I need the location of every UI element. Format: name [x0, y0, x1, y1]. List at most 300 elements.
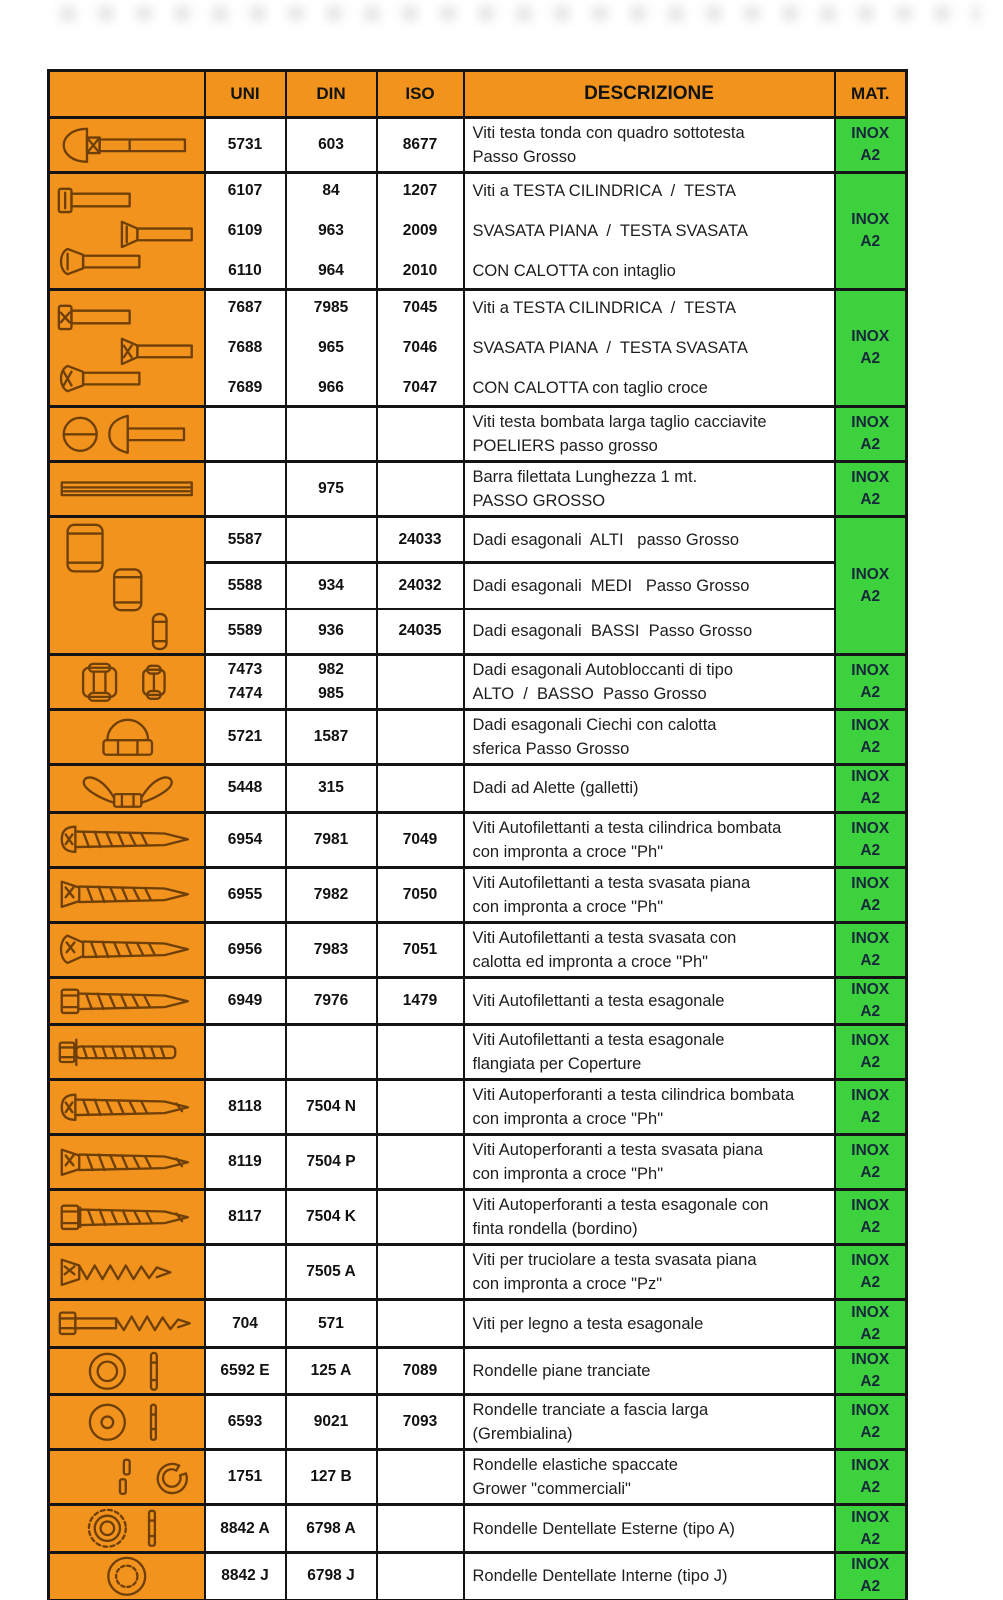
- iso-cell: [377, 765, 464, 813]
- material-column-header: MAT.: [835, 71, 907, 118]
- description-cell: [464, 867, 835, 922]
- uni-value: 7688: [227, 339, 263, 356]
- material-line: A2: [860, 1219, 881, 1237]
- description-cell: [464, 407, 835, 462]
- material-cell: [835, 1505, 907, 1553]
- iso-cell: 8677: [377, 118, 464, 173]
- uni-cell: [205, 1025, 286, 1080]
- raised-head-tapping-screw-icon: [49, 922, 205, 977]
- table-row: [49, 407, 907, 462]
- description-line: Rondelle tranciate a fascia larga: [472, 1401, 709, 1420]
- description-cell: [464, 462, 835, 517]
- chipboard-screw-icon: [49, 1245, 205, 1300]
- description-cell: [464, 655, 835, 710]
- material-line: INOX: [851, 1303, 890, 1321]
- din-cell: 7504 P: [286, 1135, 377, 1190]
- material-cell: [835, 812, 907, 867]
- uni-cell: 8842 J: [205, 1553, 286, 1600]
- description-cell: [464, 1300, 835, 1348]
- description-line: Viti a TESTA CILINDRICA / TESTA: [472, 299, 736, 317]
- iso-cell: [377, 407, 464, 462]
- header-row: [49, 71, 907, 118]
- material-line: A2: [860, 1479, 881, 1497]
- uni-value: 7689: [227, 379, 263, 396]
- description-line: flangiata per Coperture: [472, 1055, 642, 1074]
- description-line: CON CALOTTA con taglio croce: [472, 379, 708, 397]
- material-line: INOX: [851, 414, 890, 431]
- table-row: [49, 867, 907, 922]
- uni-cell: 8119: [205, 1135, 286, 1190]
- description-line: Dadi esagonali ALTI passo Grosso: [472, 530, 740, 549]
- material-line: A2: [860, 350, 881, 367]
- din-value: 963: [318, 222, 344, 239]
- din-value: 982: [318, 661, 344, 678]
- din-cell: 7504 N: [286, 1080, 377, 1135]
- material-line: A2: [860, 1530, 881, 1548]
- iso-value: 2010: [402, 262, 438, 279]
- material-line: A2: [860, 233, 881, 250]
- uni-cell: [205, 290, 286, 407]
- description-cell: [464, 1080, 835, 1135]
- material-line: A2: [860, 1424, 881, 1442]
- description-line: Viti per legno a testa esagonale: [472, 1314, 704, 1333]
- iso-cell: 7049: [377, 812, 464, 867]
- iso-cell: [377, 655, 464, 710]
- description-cell: [464, 1553, 835, 1600]
- material-line: A2: [860, 1325, 881, 1343]
- uni-cell: 5588: [205, 563, 286, 609]
- uni-cell: 6592 E: [205, 1347, 286, 1395]
- description-line: Viti per truciolare a testa svasata piana: [472, 1251, 757, 1270]
- material-line: INOX: [851, 1351, 890, 1369]
- material-cell: [835, 1245, 907, 1300]
- iso-cell: [377, 1080, 464, 1135]
- din-cell: 315: [286, 765, 377, 813]
- description-cell: [464, 1505, 835, 1553]
- description-line: Viti Autoperforanti a testa cilindrica bombata: [472, 1086, 795, 1105]
- iso-cell: [377, 173, 464, 290]
- din-cell: 125 A: [286, 1347, 377, 1395]
- table-row: [49, 462, 907, 517]
- uni-cell: 5721: [205, 710, 286, 765]
- material-cell: [835, 1300, 907, 1348]
- material-line: INOX: [851, 565, 890, 583]
- material-line: A2: [860, 951, 881, 969]
- uni-cell: 6955: [205, 867, 286, 922]
- scan-artifact: [60, 6, 980, 21]
- din-value: 84: [322, 182, 340, 199]
- flat-washer-icon: [49, 1347, 205, 1395]
- description-line: calotta ed impronta a croce "Ph": [472, 952, 709, 971]
- hex-nuts-icon: [49, 517, 205, 655]
- description-line: finta rondella (bordino): [472, 1220, 638, 1239]
- din-cell: [286, 655, 377, 710]
- description-line: PASSO GROSSO: [472, 492, 606, 510]
- material-line: INOX: [851, 1457, 890, 1475]
- slotted-screws-icon: [49, 173, 205, 290]
- table-row: [49, 1190, 907, 1245]
- description-cell: [464, 977, 835, 1025]
- description-cell: [464, 517, 835, 563]
- description-line: con impronta a croce "Pz": [472, 1275, 663, 1294]
- description-cell: [464, 812, 835, 867]
- uni-cell: 5448: [205, 765, 286, 813]
- description-cell: [464, 1347, 835, 1395]
- material-line: INOX: [851, 768, 890, 786]
- iso-cell: [377, 1300, 464, 1348]
- description-cell: [464, 563, 835, 609]
- material-line: INOX: [851, 1087, 890, 1105]
- iso-cell: [377, 1190, 464, 1245]
- din-cell: 6798 A: [286, 1505, 377, 1553]
- material-cell: [835, 1553, 907, 1600]
- material-cell: [835, 462, 907, 517]
- material-cell: [835, 407, 907, 462]
- iso-value: 7046: [402, 339, 438, 356]
- uni-cell: 704: [205, 1300, 286, 1348]
- material-line: A2: [860, 684, 881, 701]
- spring-washer-icon: [49, 1450, 205, 1505]
- material-cell: [835, 1080, 907, 1135]
- uni-cell: [205, 462, 286, 517]
- description-cell: [464, 765, 835, 813]
- uni-cell: 5589: [205, 609, 286, 655]
- uni-cell: 6593: [205, 1395, 286, 1450]
- cap-nut-icon: [49, 710, 205, 765]
- external-tooth-washer-icon: [49, 1505, 205, 1553]
- wing-nut-icon: [49, 765, 205, 813]
- din-cell: [286, 1025, 377, 1080]
- iso-cell: [377, 1135, 464, 1190]
- material-line: A2: [860, 1274, 881, 1292]
- uni-cell: 6949: [205, 977, 286, 1025]
- description-cell: [464, 290, 835, 407]
- material-line: A2: [860, 436, 881, 453]
- material-cell: [835, 1190, 907, 1245]
- pan-head-tapping-screw-icon: [49, 812, 205, 867]
- description-column-header: DESCRIZIONE: [464, 71, 835, 118]
- din-cell: 7983: [286, 922, 377, 977]
- material-cell: [835, 1450, 907, 1505]
- material-cell: [835, 1135, 907, 1190]
- material-cell: [835, 517, 907, 655]
- description-line: Viti Autoperforanti a testa esagonale con: [472, 1196, 769, 1215]
- description-line: Rondelle piane tranciate: [472, 1362, 651, 1381]
- carriage-bolt-icon: [49, 118, 205, 173]
- material-line: A2: [860, 1373, 881, 1391]
- din-value: 985: [318, 685, 344, 702]
- iso-cell: 24033: [377, 517, 464, 563]
- din-value: 966: [318, 379, 344, 396]
- description-line: con impronta a croce "Ph": [472, 1165, 664, 1184]
- material-line: INOX: [851, 1032, 890, 1050]
- iso-cell: [377, 1025, 464, 1080]
- din-cell: 6798 J: [286, 1553, 377, 1600]
- material-line: INOX: [851, 1252, 890, 1270]
- description-cell: [464, 710, 835, 765]
- material-line: INOX: [851, 211, 890, 228]
- iso-cell: [377, 1450, 464, 1505]
- material-cell: [835, 710, 907, 765]
- mushroom-head-screw-icon: [49, 407, 205, 462]
- pan-head-drilling-screw-icon: [49, 1080, 205, 1135]
- description-line: Viti testa bombata larga taglio cacciavite: [472, 413, 767, 431]
- table-row: [49, 1025, 907, 1080]
- din-cell: 571: [286, 1300, 377, 1348]
- material-line: A2: [860, 1164, 881, 1182]
- material-line: INOX: [851, 1556, 890, 1574]
- uni-cell: 8118: [205, 1080, 286, 1135]
- table-row: [49, 1450, 907, 1505]
- iso-cell: [377, 462, 464, 517]
- iso-cell: 7089: [377, 1347, 464, 1395]
- iso-cell: 7051: [377, 922, 464, 977]
- material-line: A2: [860, 587, 881, 605]
- material-line: A2: [860, 1054, 881, 1072]
- uni-cell: 5731: [205, 118, 286, 173]
- material-line: INOX: [851, 980, 890, 998]
- uni-cell: 6956: [205, 922, 286, 977]
- iso-cell: [377, 290, 464, 407]
- description-line: Viti Autofilettanti a testa esagonale: [472, 991, 725, 1010]
- description-line: CON CALOTTA con intaglio: [472, 262, 676, 280]
- iso-cell: [377, 1553, 464, 1600]
- table-row: [49, 655, 907, 710]
- description-line: Dadi esagonali MEDI Passo Grosso: [472, 576, 750, 595]
- description-line: Grower "commerciali": [472, 1480, 631, 1499]
- din-cell: 975: [286, 462, 377, 517]
- table-row: [49, 765, 907, 813]
- description-line: con impronta a croce "Ph": [472, 1110, 664, 1129]
- uni-cell: [205, 173, 286, 290]
- material-cell: [835, 1395, 907, 1450]
- din-value: 964: [318, 262, 344, 279]
- material-line: INOX: [851, 328, 890, 345]
- description-line: Viti a TESTA CILINDRICA / TESTA: [472, 182, 736, 200]
- hex-head-drilling-screw-icon: [49, 1190, 205, 1245]
- table-row: [49, 290, 907, 407]
- iso-cell: 24032: [377, 563, 464, 609]
- din-cell: [286, 290, 377, 407]
- table-row: [49, 118, 907, 173]
- fastener-table: [47, 69, 908, 1600]
- fender-washer-icon: [49, 1395, 205, 1450]
- iso-cell: [377, 710, 464, 765]
- description-line: (Grembialina): [472, 1425, 573, 1444]
- din-column-header: DIN: [286, 71, 377, 118]
- description-line: Passo Grosso: [472, 148, 577, 166]
- table-row: [49, 1347, 907, 1395]
- material-line: INOX: [851, 1197, 890, 1215]
- material-line: INOX: [851, 1508, 890, 1526]
- material-line: INOX: [851, 874, 890, 892]
- material-line: A2: [860, 491, 881, 508]
- table-row: [49, 517, 907, 563]
- table-row: [49, 977, 907, 1025]
- din-cell: 7982: [286, 867, 377, 922]
- material-line: INOX: [851, 1402, 890, 1420]
- uni-cell: [205, 1245, 286, 1300]
- uni-cell: 6954: [205, 812, 286, 867]
- description-line: ALTO / BASSO Passo Grosso: [472, 685, 707, 703]
- iso-cell: 1479: [377, 977, 464, 1025]
- uni-cell: [205, 407, 286, 462]
- din-cell: [286, 407, 377, 462]
- description-line: Dadi esagonali Autobloccanti di tipo: [472, 661, 734, 679]
- description-line: Viti Autofilettanti a testa svasata con: [472, 928, 737, 947]
- description-line: Rondelle Dentellate Esterne (tipo A): [472, 1519, 735, 1538]
- countersunk-drilling-screw-icon: [49, 1135, 205, 1190]
- table-row: [49, 1395, 907, 1450]
- iso-value: 2009: [402, 222, 438, 239]
- table-row: [49, 710, 907, 765]
- material-line: A2: [860, 896, 881, 914]
- table-row: [49, 922, 907, 977]
- description-line: Dadi ad Alette (galletti): [472, 779, 639, 798]
- din-cell: 7504 K: [286, 1190, 377, 1245]
- din-cell: 1587: [286, 710, 377, 765]
- material-line: A2: [860, 1002, 881, 1020]
- description-cell: [464, 1450, 835, 1505]
- din-cell: 934: [286, 563, 377, 609]
- material-cell: [835, 655, 907, 710]
- lock-nuts-icon: [49, 655, 205, 710]
- image-column-header: [49, 71, 205, 118]
- uni-cell: [205, 655, 286, 710]
- description-cell: [464, 609, 835, 655]
- table-row: [49, 1135, 907, 1190]
- material-line: INOX: [851, 819, 890, 837]
- table-row: [49, 1080, 907, 1135]
- description-line: Viti Autofilettanti a testa svasata piana: [472, 873, 751, 892]
- uni-column-header: UNI: [205, 71, 286, 118]
- material-cell: [835, 977, 907, 1025]
- description-line: Dadi esagonali BASSI Passo Grosso: [472, 622, 753, 641]
- material-line: INOX: [851, 717, 890, 734]
- uni-value: 6109: [227, 222, 263, 239]
- iso-cell: 24035: [377, 609, 464, 655]
- table-row: [49, 1505, 907, 1553]
- din-cell: 7981: [286, 812, 377, 867]
- iso-cell: 7050: [377, 867, 464, 922]
- material-cell: [835, 765, 907, 813]
- description-line: Dadi esagonali Ciechi con calotta: [472, 716, 717, 734]
- din-cell: 127 B: [286, 1450, 377, 1505]
- table-row: [49, 173, 907, 290]
- material-cell: [835, 867, 907, 922]
- iso-cell: [377, 1505, 464, 1553]
- phillips-screws-icon: [49, 290, 205, 407]
- table-row: [49, 1245, 907, 1300]
- description-cell: [464, 1025, 835, 1080]
- iso-cell: [377, 1245, 464, 1300]
- uni-cell: 5587: [205, 517, 286, 563]
- material-line: INOX: [851, 125, 890, 142]
- material-line: A2: [860, 147, 881, 164]
- description-cell: [464, 1395, 835, 1450]
- description-line: Viti testa tonda con quadro sottotesta: [472, 124, 745, 142]
- material-line: INOX: [851, 662, 890, 679]
- din-cell: [286, 517, 377, 563]
- material-line: A2: [860, 739, 881, 756]
- description-cell: [464, 173, 835, 290]
- lag-screw-icon: [49, 1300, 205, 1348]
- din-cell: 7505 A: [286, 1245, 377, 1300]
- description-line: Rondelle elastiche spaccate: [472, 1456, 678, 1475]
- uni-value: 7474: [227, 685, 263, 702]
- uni-value: 7687: [227, 299, 263, 316]
- uni-value: 6110: [228, 262, 262, 279]
- material-cell: [835, 922, 907, 977]
- description-line: SVASATA PIANA / TESTA SVASATA: [472, 339, 748, 357]
- din-cell: 603: [286, 118, 377, 173]
- iso-value: 7045: [402, 299, 438, 316]
- threaded-rod-icon: [49, 462, 205, 517]
- uni-cell: 1751: [205, 1450, 286, 1505]
- description-line: Rondelle Dentellate Interne (tipo J): [472, 1567, 728, 1586]
- material-cell: [835, 1025, 907, 1080]
- material-line: A2: [860, 1109, 881, 1127]
- hex-head-tapping-screw-icon: [49, 977, 205, 1025]
- uni-value: 6107: [227, 182, 263, 199]
- din-cell: 9021: [286, 1395, 377, 1450]
- description-line: con impronta a croce "Ph": [472, 842, 664, 861]
- iso-value: 1207: [402, 182, 438, 199]
- description-line: Barra filettata Lunghezza 1 mt.: [472, 468, 698, 486]
- description-line: Viti Autoperforanti a testa svasata piana: [472, 1141, 763, 1160]
- hex-flange-screw-icon: [49, 1025, 205, 1080]
- description-line: con impronta a croce "Ph": [472, 897, 664, 916]
- iso-value: 7047: [402, 379, 438, 396]
- material-cell: [835, 173, 907, 290]
- description-cell: [464, 1190, 835, 1245]
- description-cell: [464, 922, 835, 977]
- description-cell: [464, 118, 835, 173]
- description-line: Viti Autofilettanti a testa esagonale: [472, 1031, 725, 1050]
- internal-tooth-washer-icon: [49, 1553, 205, 1600]
- din-value: 965: [318, 339, 344, 356]
- table-row: [49, 812, 907, 867]
- material-cell: [835, 1347, 907, 1395]
- din-cell: [286, 173, 377, 290]
- table-row: [49, 1300, 907, 1348]
- description-line: POELIERS passo grosso: [472, 437, 658, 455]
- uni-value: 7473: [227, 661, 263, 678]
- material-line: INOX: [851, 929, 890, 947]
- material-line: INOX: [851, 469, 890, 486]
- material-cell: [835, 118, 907, 173]
- din-cell: 7976: [286, 977, 377, 1025]
- iso-column-header: ISO: [377, 71, 464, 118]
- table-row: [49, 1553, 907, 1600]
- din-value: 7985: [313, 299, 349, 316]
- material-line: A2: [860, 841, 881, 859]
- uni-cell: 8842 A: [205, 1505, 286, 1553]
- countersunk-tapping-screw-icon: [49, 867, 205, 922]
- material-line: A2: [860, 1578, 881, 1596]
- uni-cell: 8117: [205, 1190, 286, 1245]
- iso-cell: 7093: [377, 1395, 464, 1450]
- description-line: sferica Passo Grosso: [472, 740, 630, 758]
- description-cell: [464, 1245, 835, 1300]
- description-line: SVASATA PIANA / TESTA SVASATA: [472, 222, 748, 240]
- material-line: A2: [860, 790, 881, 808]
- description-line: Viti Autofilettanti a testa cilindrica bombata: [472, 818, 782, 837]
- din-cell: 936: [286, 609, 377, 655]
- material-line: INOX: [851, 1142, 890, 1160]
- material-cell: [835, 290, 907, 407]
- description-cell: [464, 1135, 835, 1190]
